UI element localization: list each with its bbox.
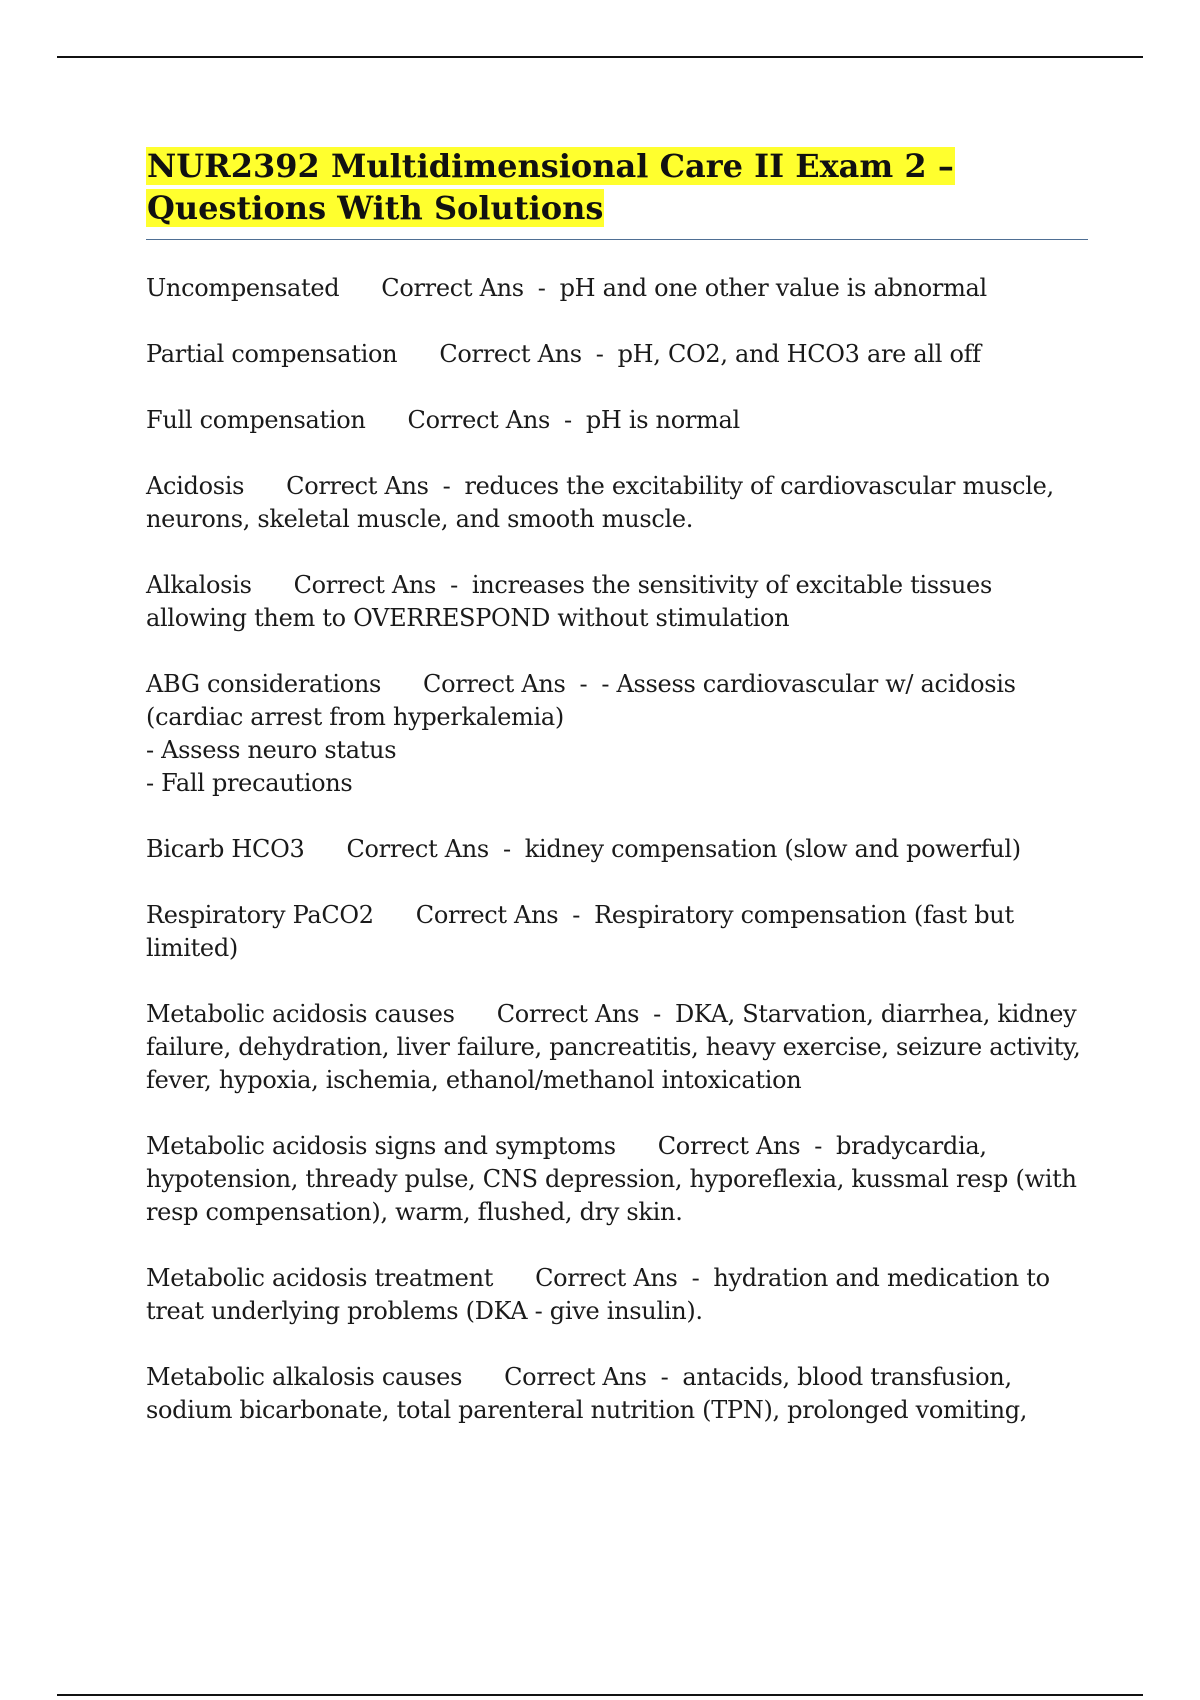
qa-list (146, 272, 1088, 1427)
list-item (146, 470, 1088, 536)
qa-term: Metabolic alkalosis causes (146, 1363, 463, 1391)
separator: - (564, 406, 572, 434)
answer-label: Correct Ans (504, 1363, 647, 1391)
qa-term: Metabolic acidosis causes (146, 1000, 455, 1028)
qa-answer: DKA, Starvation, diarrhea, kidney failure, dehydration, liver failure, pancreatitis, heavy exercise, seizure activity, fever, hypoxia, ischemia, ethanol/methanol intoxication (146, 1000, 1088, 1094)
answer-label: Correct Ans (293, 571, 437, 599)
list-item (146, 998, 1088, 1097)
separator: - (442, 472, 451, 500)
qa-answer: increases the sensitivity of excitable tissues allowing them to OVERRESPOND without stimulation (146, 571, 1000, 632)
list-item (146, 569, 1088, 635)
bottom-rule (57, 1694, 1143, 1696)
separator: - (660, 1363, 669, 1391)
list-item (146, 833, 1088, 866)
document-title (146, 145, 1088, 229)
answer-label: Correct Ans (423, 670, 566, 698)
separator: - (691, 1264, 700, 1292)
separator: - (537, 274, 546, 302)
answer-label: Correct Ans (286, 472, 429, 500)
separator: - (502, 835, 511, 863)
answer-label: Correct Ans (496, 1000, 640, 1028)
list-item (146, 668, 1088, 800)
qa-term: ABG considerations (146, 670, 382, 698)
answer-label: Correct Ans (535, 1264, 678, 1292)
title-underline (146, 239, 1088, 240)
separator: - (595, 340, 604, 368)
qa-answer: antacids, blood transfusion, sodium bicarbonate, total parenteral nutrition (TPN), prolonged vomiting, (146, 1363, 1028, 1424)
qa-term: Alkalosis (146, 571, 252, 599)
qa-answer: - Assess cardiovascular w/ acidosis (cardiac arrest from hyperkalemia) - Assess neuro status - Fall precautions (146, 670, 1016, 797)
qa-answer: kidney compensation (slow and powerful) (524, 835, 1021, 863)
qa-answer: pH and one other value is abnormal (559, 274, 987, 302)
separator: - (579, 670, 588, 698)
separator: - (572, 901, 581, 929)
qa-term: Partial compensation (146, 340, 398, 368)
list-item (146, 404, 1088, 437)
qa-term: Bicarb HCO3 (146, 835, 305, 863)
title-highlight: NUR2392 Multidimensional Care II Exam 2 – Questions With Solutions (147, 147, 954, 227)
answer-label: Correct Ans (346, 835, 489, 863)
qa-term: Full compensation (146, 406, 366, 434)
list-item (146, 899, 1088, 965)
qa-term: Respiratory PaCO2 (146, 901, 374, 929)
qa-answer: hydration and medication to treat underlying problems (DKA - give insulin). (146, 1264, 1058, 1325)
top-rule (57, 56, 1143, 58)
qa-answer: reduces the excitability of cardiovascular muscle, neurons, skeletal muscle, and smooth muscle. (146, 472, 1062, 533)
document-body (146, 145, 1088, 1460)
qa-answer: pH is normal (585, 406, 740, 434)
separator: - (814, 1132, 823, 1160)
qa-answer: Respiratory compensation (fast but limited) (146, 901, 1022, 962)
list-item (146, 272, 1088, 305)
list-item (146, 1130, 1088, 1229)
answer-label: Correct Ans (415, 901, 559, 929)
qa-answer: pH, CO2, and HCO3 are all off (617, 340, 981, 368)
list-item (146, 1262, 1088, 1328)
answer-label: Correct Ans (657, 1132, 801, 1160)
qa-term: Metabolic acidosis treatment (146, 1264, 494, 1292)
list-item (146, 338, 1088, 371)
qa-term: Uncompensated (146, 274, 340, 302)
answer-label: Correct Ans (407, 406, 550, 434)
answer-label: Correct Ans (381, 274, 524, 302)
answer-label: Correct Ans (439, 340, 582, 368)
separator: - (653, 1000, 661, 1028)
qa-term: Metabolic acidosis signs and symptoms (146, 1132, 616, 1160)
list-item (146, 1361, 1088, 1427)
qa-answer: bradycardia, hypotension, thready pulse, CNS depression, hyporeflexia, kussmal resp (with resp compensation), warm, flushed, dry skin. (146, 1132, 1084, 1226)
separator: - (450, 571, 458, 599)
qa-term: Acidosis (146, 472, 245, 500)
